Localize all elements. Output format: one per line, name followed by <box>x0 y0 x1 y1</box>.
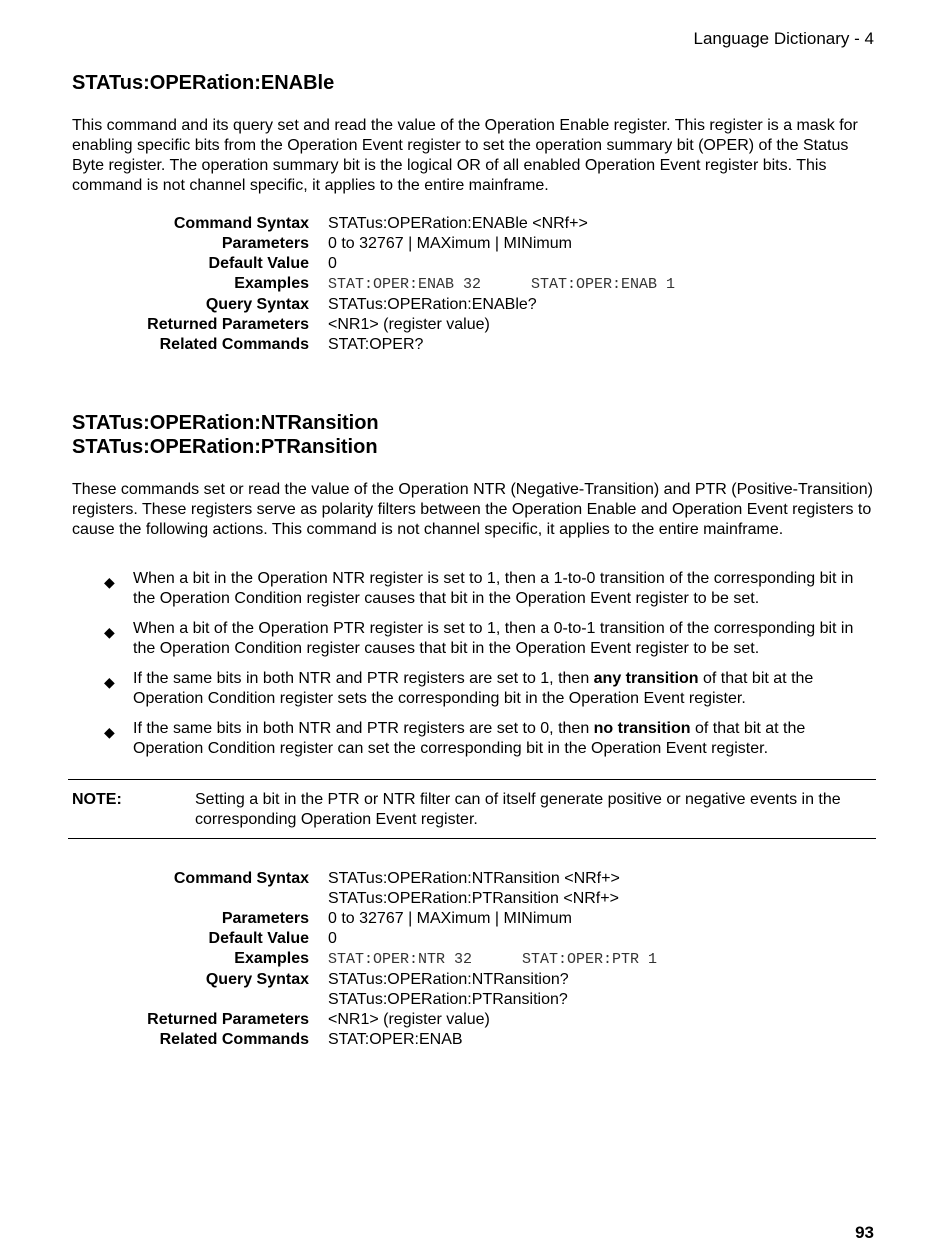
syntax-label: Examples <box>234 275 309 292</box>
syntax-row <box>72 970 832 990</box>
syntax-value: STATus:OPERation:PTRansition <NRf+> <box>328 890 619 907</box>
bullet-list <box>104 569 874 769</box>
list-item <box>104 569 874 609</box>
section-title-ptransition: STATus:OPERation:PTRansition <box>72 436 378 458</box>
syntax-table-transition <box>72 869 832 1050</box>
syntax-row <box>72 990 832 1010</box>
syntax-row <box>72 254 832 274</box>
syntax-value: <NR1> (register value) <box>328 316 490 333</box>
syntax-row <box>72 929 832 949</box>
syntax-row <box>72 869 832 889</box>
section-description: This command and its query set and read the value of the Operation Enable register. This register is a mask for enabling specific bits from the Operation Event register to set the operation summary bit (OPER) of the Status Byte register. The operation summary bit is the logical OR of all enabled Operation Event register bits. This command is not channel specific, it applies to the entire mainframe. <box>72 117 858 194</box>
syntax-value: 0 <box>328 255 337 272</box>
bullet-text: When a bit in the Operation NTR register is set to 1, then a 1-to-0 transition of the corresponding bit in the Operation Condition register causes that bit in the Operation Event register to be set. <box>133 570 854 607</box>
bullet-text: If the same bits in both NTR and PTR registers are set to 1, then any transition of that bit at the Operation Condition register sets the corresponding bit in the Operation Event register. <box>133 670 814 707</box>
diamond-bullet-icon: ◆ <box>104 624 115 640</box>
syntax-label: Parameters <box>221 910 309 927</box>
syntax-row <box>72 1010 832 1030</box>
syntax-value: STATus:OPERation:NTRansition <NRf+> <box>328 870 620 887</box>
syntax-label: Default Value <box>208 930 309 947</box>
syntax-label: Query Syntax <box>205 971 309 988</box>
syntax-value: STATus:OPERation:ENABle <NRf+> <box>328 215 588 232</box>
syntax-row <box>72 909 832 929</box>
section-title-ntransition: STATus:OPERation:NTRansition <box>72 412 379 434</box>
section-description: These commands set or read the value of the Operation NTR (Negative-Transition) and PTR (Positive-Transition) registers. These registers serve as polarity filters between the Operation Enable and Operation Event registers to cause the following actions. This command is not channel specific, it applies to the entire mainframe. <box>72 481 873 538</box>
syntax-row <box>72 1030 832 1050</box>
example-code: STAT:OPER:ENAB 32 <box>328 276 482 293</box>
syntax-label: Parameters <box>221 235 309 252</box>
syntax-value: 0 to 32767 | MAXimum | MINimum <box>328 910 572 927</box>
note-text: Setting a bit in the PTR or NTR filter can of itself generate positive or negative events in the corresponding Operation Event register. <box>195 791 841 828</box>
diamond-bullet-icon: ◆ <box>104 724 115 740</box>
syntax-value: STATus:OPERation:PTRansition? <box>328 991 568 1008</box>
page-number: 93 <box>855 1223 874 1242</box>
syntax-table-enable <box>72 214 832 355</box>
syntax-label: Examples <box>234 950 309 967</box>
note-bottom-rule <box>68 838 876 839</box>
example-code: STAT:OPER:ENAB 1 <box>531 276 676 293</box>
syntax-value: STAT:OPER:ENAB <box>328 1031 463 1048</box>
diamond-bullet-icon: ◆ <box>104 574 115 590</box>
note-top-rule <box>68 779 876 780</box>
syntax-value: STATus:OPERation:ENABle? <box>328 296 537 313</box>
example-code: STAT:OPER:PTR 1 <box>522 951 658 968</box>
list-item <box>104 719 874 759</box>
syntax-row <box>72 214 832 234</box>
emphasis: no transition <box>593 720 691 737</box>
note-label: NOTE: <box>72 791 122 808</box>
syntax-label: Query Syntax <box>205 296 309 313</box>
syntax-row <box>72 274 832 295</box>
syntax-value: STATus:OPERation:NTRansition? <box>328 971 569 988</box>
examples-value <box>328 274 832 295</box>
syntax-row <box>72 315 832 335</box>
syntax-value: STAT:OPER? <box>328 336 424 353</box>
syntax-row <box>72 234 832 254</box>
diamond-bullet-icon: ◆ <box>104 674 115 690</box>
section-title-operation-enable: STATus:OPERation:ENABle <box>72 72 335 94</box>
running-head: Language Dictionary - 4 <box>693 29 874 48</box>
syntax-label: Command Syntax <box>173 215 309 232</box>
syntax-label: Related Commands <box>159 1031 309 1048</box>
bullet-text: When a bit of the Operation PTR register is set to 1, then a 0-to-1 transition of the corresponding bit in the Operation Condition register causes that bit in the Operation Event register to be set. <box>133 620 854 657</box>
syntax-value: <NR1> (register value) <box>328 1011 490 1028</box>
syntax-row <box>72 295 832 315</box>
syntax-label: Returned Parameters <box>147 316 309 333</box>
syntax-label: Default Value <box>208 255 309 272</box>
list-item <box>104 619 874 659</box>
syntax-label: Command Syntax <box>173 870 309 887</box>
syntax-row <box>72 889 832 909</box>
syntax-row <box>72 335 832 355</box>
example-code: STAT:OPER:NTR 32 <box>328 951 473 968</box>
bullet-text: If the same bits in both NTR and PTR registers are set to 0, then no transition of that bit at the Operation Condition register can set the corresponding bit in the Operation Event register. <box>133 720 806 757</box>
syntax-label: Related Commands <box>159 336 309 353</box>
examples-value <box>328 949 832 970</box>
syntax-row <box>72 949 832 970</box>
emphasis: any transition <box>593 670 699 687</box>
syntax-value: 0 <box>328 930 337 947</box>
list-item <box>104 669 874 709</box>
syntax-label: Returned Parameters <box>147 1011 309 1028</box>
syntax-value: 0 to 32767 | MAXimum | MINimum <box>328 235 572 252</box>
